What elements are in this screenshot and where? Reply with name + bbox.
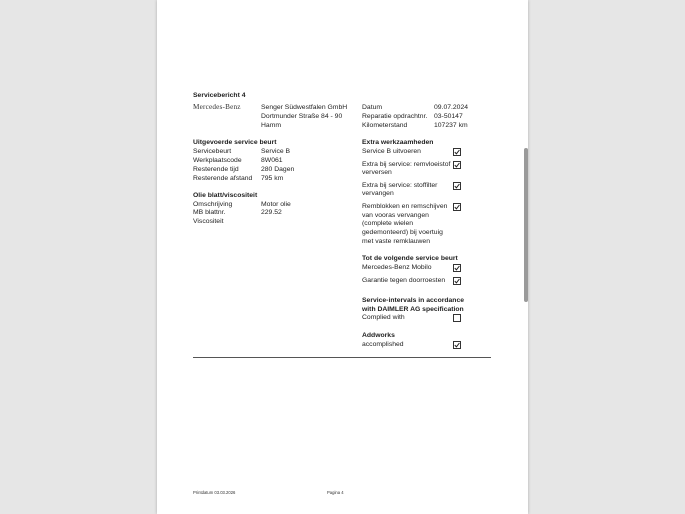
service-heading: Uitgevoerde service beurt bbox=[193, 139, 277, 146]
extra-item-label: Extra bij service: stoffilter vervangen bbox=[362, 182, 438, 197]
mercedes-benz-logo: Mercedes-Benz bbox=[193, 103, 241, 111]
checkmark-icon bbox=[454, 265, 460, 271]
dealer-city: Hamm bbox=[261, 122, 282, 129]
addworks-heading: Addworks bbox=[362, 332, 395, 339]
oil-row-value: Motor olie bbox=[261, 201, 291, 208]
report-title: Servicebericht 4 bbox=[193, 92, 246, 99]
addworks-item-checkbox[interactable] bbox=[453, 341, 461, 349]
intervals-heading: Service-intervals in accordance with DAIMLER AG specification bbox=[362, 297, 465, 313]
service-row-label: Resterende tijd bbox=[193, 166, 239, 173]
service-row-label: Resterende afstand bbox=[193, 175, 253, 182]
checkmark-icon bbox=[454, 183, 460, 189]
dealer-name: Senger Südwestfalen GmbH bbox=[261, 104, 348, 111]
oil-row-label: Viscositeit bbox=[193, 218, 224, 225]
document-page bbox=[157, 0, 528, 514]
next-heading: Tot de volgende service beurt bbox=[362, 255, 458, 262]
extra-heading: Extra werkzaamheden bbox=[362, 139, 434, 146]
meta-date-value: 09.07.2024 bbox=[434, 104, 469, 111]
section-divider bbox=[193, 357, 491, 358]
checkmark-icon bbox=[454, 149, 460, 155]
service-row-value: 8W061 bbox=[261, 157, 283, 164]
checkmark-icon bbox=[454, 342, 460, 348]
service-row-value: Service B bbox=[261, 148, 291, 155]
extra-item-checkbox[interactable] bbox=[453, 203, 461, 211]
meta-mileage-label: Kilometerstand bbox=[362, 122, 408, 129]
extra-item-checkbox[interactable] bbox=[453, 182, 461, 190]
extra-item-label: Remblokken en remschijven van vooras vervangen (complete wielen gedemonteerd) bij voertuig met vaste remklauwen bbox=[362, 203, 448, 245]
addworks-item-label: accomplished bbox=[362, 341, 404, 348]
service-row-value: 280 Dagen bbox=[261, 166, 295, 173]
service-row-value: 795 km bbox=[261, 175, 284, 182]
extra-item-checkbox[interactable] bbox=[453, 161, 461, 169]
extra-item-checkbox[interactable] bbox=[453, 148, 461, 156]
extra-item-label: Extra bij service: remvloeistof verversen bbox=[362, 161, 451, 176]
checkmark-icon bbox=[454, 162, 460, 168]
next-item-label: Garantie tegen doorroesten bbox=[362, 277, 446, 284]
vertical-scrollbar[interactable] bbox=[524, 148, 528, 302]
extra-item-label: Service B uitvoeren bbox=[362, 148, 421, 155]
intervals-item-checkbox[interactable] bbox=[453, 314, 461, 322]
oil-row-label: Omschrijving bbox=[193, 201, 233, 208]
checkmark-icon bbox=[454, 204, 460, 210]
oil-row-label: MB blattnr. bbox=[193, 209, 226, 216]
dealer-street: Dortmunder Straße 84 - 90 bbox=[261, 113, 343, 120]
oil-row-value: 229.52 bbox=[261, 209, 282, 216]
meta-mileage-value: 107237 km bbox=[434, 122, 468, 129]
intervals-item-label: Complied with bbox=[362, 314, 405, 321]
page-number: Pagina 4 bbox=[327, 490, 344, 495]
meta-order-label: Reparatie opdrachtnr. bbox=[362, 113, 428, 120]
oil-heading: Olie blatt/viscositeit bbox=[193, 192, 258, 199]
meta-date-label: Datum bbox=[362, 104, 383, 111]
next-item-checkbox[interactable] bbox=[453, 264, 461, 272]
next-item-checkbox[interactable] bbox=[453, 277, 461, 285]
service-row-label: Servicebeurt bbox=[193, 148, 232, 155]
next-item-label: Mercedes-Benz Mobilo bbox=[362, 264, 432, 271]
service-row-label: Werkplaatscode bbox=[193, 157, 242, 164]
print-date: Printdatum 03.03.2026 bbox=[193, 490, 236, 495]
checkmark-icon bbox=[454, 278, 460, 284]
meta-order-value: 03-50147 bbox=[434, 113, 463, 120]
